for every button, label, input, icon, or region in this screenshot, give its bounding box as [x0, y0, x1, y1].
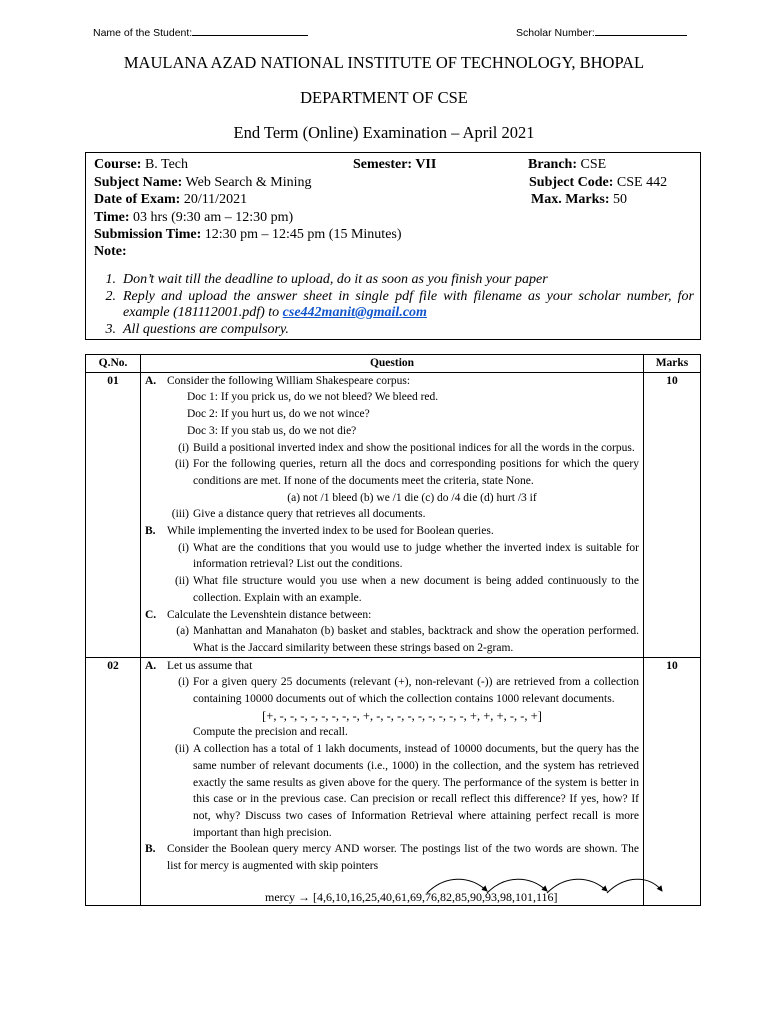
scholar-number-label: Scholar Number:: [516, 27, 595, 39]
question-body: A. Consider the following William Shakespeare corpus: Doc 1: If you prick us, do we not bleed? We bleed red. Doc 2: If you hurt us, do we not wince? Doc 3: If you stab us, do we not die? (i) Build a positional inverted index and show the positional indices for all the words in the corpus. (ii) For the following queries, return all the docs and corresponding positions for which the query conditions are met. If none of the documents meet the criteria, state None. (a) not /1 bleed (b) we /1 die (c) do /4 die (d) hurt /3 if (iii) Give a distance query that retrieves all documents. B. While implementing the inverted index to be used for Boolean queries. (i) What are the conditions that you would use to judge whether the inverted index is suitable for information retrieval? List out the conditions. (ii) What file structure would you use when a new document is being added continuously to the collection. Explain with an example. C. Calculate the Levenshtein distance between: (a) Manhattan and Manahaton (b) basket and stables, backtrack and show the operation performed. What is the Jaccard similarity between these strings based on 2-gram.: [141, 372, 644, 657]
semester-row: Semester: VII: [353, 157, 437, 172]
email-link[interactable]: cse442manit@gmail.com: [282, 305, 427, 320]
institute-title: MAULANA AZAD NATIONAL INSTITUTE OF TECHNOLOGY, BHOPAL: [123, 53, 645, 72]
header-marks: Marks: [644, 355, 701, 373]
note-item: 2. Reply and upload the answer sheet in single pdf file with filename as your scholar number, for example (181112001.pdf) to cse442manit@gmail.com: [105, 289, 694, 320]
date-row: Date of Exam: 20/11/2021: [94, 192, 248, 207]
department-title: DEPARTMENT OF CSE: [300, 88, 468, 107]
subject-row: Subject Name: Web Search & Mining: [94, 175, 312, 190]
student-name-line: [93, 26, 308, 39]
scholar-number-line: [516, 26, 687, 39]
note-item: 1. Don’t wait till the deadline to upload, do it as soon as you finish your paper: [105, 272, 548, 287]
table-header-row: [86, 355, 701, 373]
subject-code-row: Subject Code: CSE 442: [529, 175, 668, 190]
mercy-postings-list: [4,6,10,16,25,40,61,69,76,82,85,90,93,98,101,116]: [312, 889, 558, 904]
question-marks: 10: [644, 372, 701, 657]
scholar-number-blank: [595, 26, 687, 36]
question-table: [85, 354, 701, 906]
exam-title: End Term (Online) Examination – April 2021: [233, 123, 535, 142]
note-label: Note:: [94, 244, 127, 259]
exam-info-box: [85, 152, 701, 340]
submission-row: Submission Time: 12:30 pm – 12:45 pm (15 Minutes): [94, 227, 402, 242]
header-qno: Q.No.: [86, 355, 141, 373]
max-marks-row: Max. Marks: 50: [531, 192, 628, 207]
mercy-label: mercy →: [265, 889, 310, 904]
question-marks: 10: [644, 657, 701, 905]
mercy-postings-diagram: [145, 875, 639, 905]
student-name-label: Name of the Student:: [93, 27, 193, 39]
branch-row: Branch: CSE: [528, 157, 607, 172]
question-row-2: [86, 657, 701, 905]
note-item: 3. All questions are compulsory.: [105, 322, 289, 337]
question-number: 01: [86, 372, 141, 657]
time-row: Time: 03 hrs (9:30 am – 12:30 pm): [94, 210, 294, 225]
question-body: A. Let us assume that (i) For a given query 25 documents (relevant (+), non-relevant (-)) are retrieved from a collection containing 10000 documents out of which the collection contains 1000 relevant documents. [+, -, -, -, -, -, -, -, -, +, -, -, -, -, -, -, -, -, -, +, +, +, -, -, +] Compute the precision and recall. (ii) A collection has a total of 1 lakh documents, instead of 10000 documents, but the query has the same number of relevant documents (i.e., 1000) in the collection, and the system has retrieved exactly the same results as given above for the query. The performance of the system is better in this case or in the previous case. Can precision or recall reflect this difference? If yes, how? If not, why? Discuss two cases of Information Retrieval where attaining perfect recall is more important than high precision. B. Consider the Boolean query mercy AND worser. The postings list of the two words are shown. The list for mercy is augmented with skip pointers mercy → [4,6,10,16,25,40,61,69,76,82,85,90,93,98,101,116]: [141, 657, 644, 905]
question-number: 02: [86, 657, 141, 905]
header-question: Question: [141, 355, 644, 373]
notes-list: [94, 272, 694, 339]
student-name-blank: [192, 26, 308, 36]
relevance-sequence: [+, -, -, -, -, -, -, -, -, +, -, -, -, -, -, -, -, -, -, +, +, +, -, -, +]: [262, 708, 542, 723]
course-row: Course: B. Tech: [94, 157, 189, 172]
question-row-1: [86, 372, 701, 657]
